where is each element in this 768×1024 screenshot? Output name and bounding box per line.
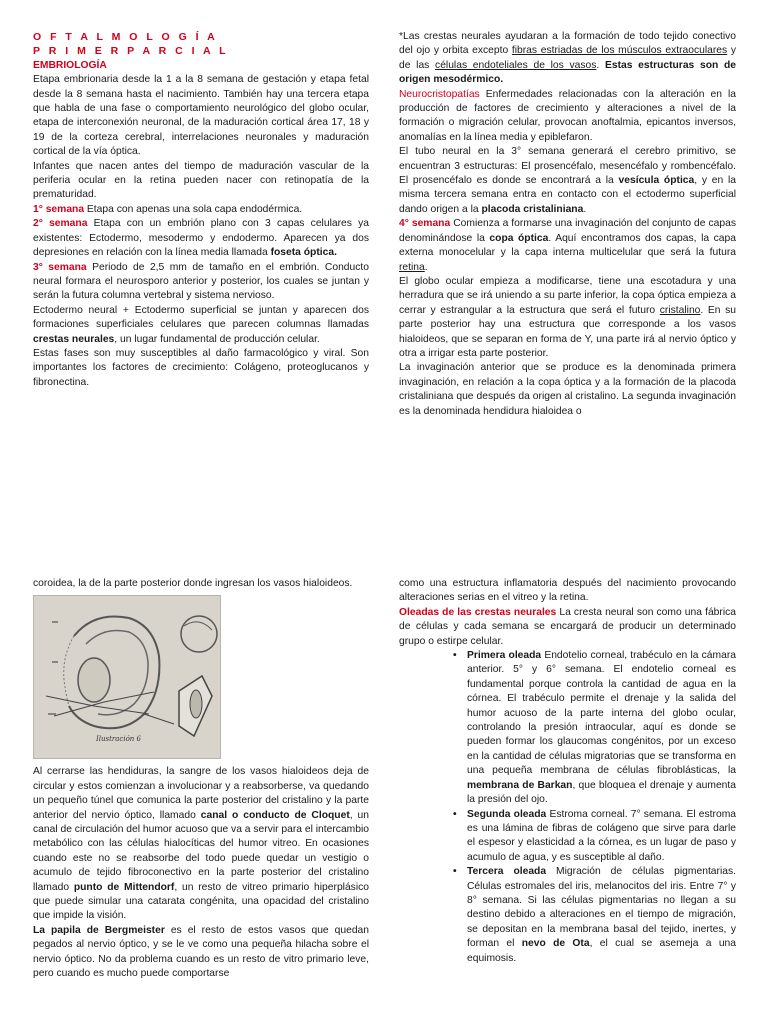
week1-label: 1° semana bbox=[33, 203, 85, 215]
neurocristopathies-text: Enfermedades relacionadas con la alteración en la producción de factores de crecimiento y alteraciones a nivel de la formación o migración celular, provocan anoftalmia, epicantos inversos, anomalías en la línea media y epiblefaron. bbox=[399, 88, 736, 143]
embryology-illustration bbox=[33, 595, 221, 759]
bergmeister-text: es el resto de estos vasos que quedan pegados al nervio óptico, y se le ve como una pequeña hilacha sobre el nervio óptico. No da problema cuando es un resto de vitro primario leve, pero cuando es mucho puede comportarse bbox=[33, 924, 370, 980]
cloquet-text-a: Al cerrarse las hendiduras, la sangre de los vasos hialoideos deja de circular y estos comienzan a involucionar y a reabsorberse, va quedando un pequeño túnel que comunica la parte posterior del cristalino y la parte anterior del nervio óptico, llamado bbox=[33, 766, 369, 821]
tube-text-b: , y en la misma tercera semana entra en contacto con el ectodermo superficial dando origen a la bbox=[399, 175, 737, 215]
paragraph-globe bbox=[399, 275, 736, 361]
paragraph-week4 bbox=[399, 217, 736, 275]
week3-label: 3° semana bbox=[33, 261, 87, 273]
wave1-text-a: Endotelio corneal, trabéculo en la cámara anterior. 5° y 6° semana. El endotelio corneal es fundamental porque controla la cantidad de agua en la córnea. El trabéculo permite el drenaje y la salida del humor acuoso de la parte interna del globo ocular, controlando la presión intraocular, aquí es donde se pueden formar los glaucomas congénitos, por un exceso en la cantidad de células migratorias que se transforma en una pequeña membrana de células fibroblásticas, la bbox=[467, 650, 736, 777]
paragraph-week3 bbox=[33, 261, 369, 304]
paragraph-prematurity: Infantes que nacen antes del tiempo de maduración vascular de la periferia ocular en la retina pueden nacer con retinopatía de la prematuridad. bbox=[33, 160, 369, 201]
wave1-bold: membrana de Barkan bbox=[467, 779, 573, 791]
week4-bold: copa óptica bbox=[489, 232, 549, 244]
tube-bold-2: placoda cristaliniana bbox=[481, 203, 584, 215]
paragraph-susceptibility: Estas fases son muy susceptibles al daño farmacológico y viral. Son importantes los factores de crecimiento: Colágeno, proteoglucanos y fibronectina. bbox=[33, 347, 369, 388]
week4-text-a: Comienza a formarse una invaginación del conjunto de capas denominándose la bbox=[399, 218, 736, 244]
wave1-label: Primera oleada bbox=[467, 650, 542, 662]
derivatives-underline-1: fibras estriadas de los músculos extraoculares bbox=[511, 45, 728, 57]
derivatives-bold: Estas estructuras son de origen mesodérmico. bbox=[399, 59, 737, 86]
week1-text: Etapa con apenas una sola capa endodérmica. bbox=[84, 203, 303, 215]
paragraph-neural-tube bbox=[399, 145, 736, 217]
wave3-label: Tercera oleada bbox=[467, 866, 547, 878]
wave3-bold: nevo de Ota bbox=[521, 938, 590, 950]
derivatives-underline-2: células endoteliales de los vasos bbox=[435, 59, 597, 71]
paragraph-week1 bbox=[33, 203, 369, 217]
paragraph-neurocristopathies bbox=[399, 88, 736, 146]
paragraph-waves bbox=[399, 606, 736, 649]
tube-text-c: . bbox=[583, 203, 587, 215]
week2-text: Etapa con un embrión plano con 3 capas celulares ya existentes: Ectodermo, mesodermo y endodermo. Aparecen ya dos depresiones en relación con la línea media llamada bbox=[33, 218, 369, 259]
derivatives-text-c: . bbox=[596, 59, 605, 71]
paragraph-week2 bbox=[33, 217, 369, 260]
week2-label: 2° semana bbox=[33, 218, 88, 230]
bergmeister-bold: La papila de Bergmeister bbox=[33, 924, 165, 936]
column-right-bottom bbox=[399, 577, 736, 966]
derivatives-text-b: y de las bbox=[399, 45, 737, 71]
week4-text-b: . Aquí encontramos dos capas, la capa externa monocelular y la capa interna multicelular que será la futura bbox=[399, 232, 736, 259]
column-left-top bbox=[33, 30, 369, 390]
tube-text-a: El tubo neural en la 3° semana generará el cerebro primitivo, se encuentran 3 estructuras: El prosencéfalo, mesencéfalo y rombencéfalo. El prosencéfalo es donde se encontrará a la bbox=[399, 146, 736, 187]
paragraph-neural-crests bbox=[33, 304, 369, 347]
week4-text-c: . bbox=[424, 261, 428, 273]
crests-text-a: Ectodermo neural + Ectodermo superficial se juntan y aparecen dos formaciones superficiales celulares que parecen columnas llamadas bbox=[33, 304, 369, 331]
list-item bbox=[467, 808, 736, 866]
mittendorf-bold: punto de Mittendorf bbox=[73, 881, 175, 893]
derivatives-text-a: *Las crestas neurales ayudaran a la formación de todo tejido conectivo del ojo y orbita excepto bbox=[399, 31, 736, 57]
list-item bbox=[467, 865, 736, 966]
illustration-caption: Ilustración 6 bbox=[96, 735, 141, 744]
wave2-text: Estroma corneal. 7° semana. El estroma es una lámina de fibras de colágeno que sirve para darle el espesor y elasticidad a la córnea, es un lugar de paso y acumulo de agua, y es susceptible al daño. bbox=[467, 808, 736, 863]
waves-list bbox=[399, 649, 736, 966]
wave3-text-b: , el cual se asemeja a una equimosis. bbox=[467, 938, 736, 964]
globe-underline: cristalino bbox=[659, 304, 701, 316]
column-left-bottom bbox=[33, 577, 369, 982]
neurocristopathies-label: Neurocristopatías bbox=[399, 88, 480, 100]
globe-text-a: El globo ocular empieza a modificarse, tiene una escotadura y una herradura que se irá uniendo a su parte inferior, la copa óptica empieza a cerrar y estrangular a la estructura que será el futuro bbox=[399, 275, 736, 316]
crests-text-b: , un lugar fundamental de producción celular. bbox=[114, 333, 320, 345]
week4-underline: retina bbox=[399, 261, 425, 273]
paragraph-bergmeister bbox=[33, 924, 369, 982]
crests-bold: crestas neurales bbox=[33, 333, 115, 345]
week3-text: Periodo de 2,5 mm de tamaño en el embrión. Conducto neural formara el neurosporo anterior y posterior, los cuales se juntan y serán la futura columna vertebral y sistema nervioso. bbox=[33, 261, 369, 302]
paragraph-stages: Etapa embrionaria desde la 1 a la 8 semana de gestación y etapa fetal desde la 8 semana hasta el nacimiento. También hay una tercera etapa que habla de una fase o comportamiento neurológico del globo ocular, etapa de interconexión neuronal, de la maduración cortical área 17, 18 y 19 de la corteza cerebral, interrelaciones neuronales y maduración cortical de la vía óptica. bbox=[33, 74, 369, 158]
doc-title-line1: O F T A L M O L O G Í A bbox=[33, 31, 218, 43]
wave1-text-b: , que bloquea el drenaje y aumenta la presión del ojo. bbox=[467, 779, 736, 806]
wave2-label: Segunda oleada bbox=[467, 808, 547, 820]
week4-label: 4° semana bbox=[399, 218, 451, 230]
cloquet-text-c: , un resto de vitreo primario hiperplásico que puede simular una catarata congénita, una opacidad del cristalino que impide la visión. bbox=[33, 881, 369, 922]
cloquet-text-b: , un canal de circulación del humor acuoso que va a servir para el intercambio metabólico con las células hialocíticas del humor vitreo. En ocasiones cuando este no se reabsorbe del todo puede quedar un vestigio o acumulo de tejido fibroconectivo en la parte posterior del cristalino llamado bbox=[33, 809, 370, 893]
paragraph-crest-derivatives bbox=[399, 30, 736, 88]
paragraph-cloquet bbox=[33, 765, 369, 923]
paragraph-inflammatory: como una estructura inflamatoria después del nacimiento provocando alteraciones serias en el vitreo y la retina. bbox=[399, 578, 736, 604]
doc-title-line2: P R I M E R P A R C I A L bbox=[33, 45, 229, 58]
wave3-text-a: Migración de células pigmentarias. Células estromales del iris, melanocitos del iris. Entre 7° y 8° semana. Si las células pigmentarias no llegan a su destino debido a alteraciones en el tiempo de migración, se depositan en la membrana basal del tejido, inertes, y forman el bbox=[467, 866, 736, 950]
tube-bold-1: vesícula óptica bbox=[618, 175, 695, 187]
waves-text: La cresta neural son como una fábrica de células y cada semana se encargará de producir un determinado grupo o estirpe celular. bbox=[399, 606, 737, 647]
week2-bold: foseta óptica. bbox=[270, 247, 337, 259]
section-heading: EMBRIOLOGÍA bbox=[33, 59, 107, 71]
paragraph-invaginations: La invaginación anterior que se produce es la denominada primera invaginación, en relación a la copa óptica y a la formación de la placoda cristaliniana que después da origen al cristalino. La segunda invaginación es la denominada hendidura hialoidea o bbox=[399, 362, 736, 417]
column-right-top bbox=[399, 30, 736, 419]
paragraph-choroid: coroidea, la de la parte posterior donde ingresan los vasos hialoideos. bbox=[33, 578, 353, 589]
list-item bbox=[467, 649, 736, 807]
waves-label: Oleadas de las crestas neurales bbox=[399, 606, 557, 618]
cloquet-bold: canal o conducto de Cloquet bbox=[200, 809, 350, 821]
globe-text-b: . En su parte posterior hay una estructura que corresponde a los vasos hialoideos, que se separan en forma de Y, una parte irá al nervio óptico y otra a irrigar esta parte posterior. bbox=[399, 304, 736, 359]
